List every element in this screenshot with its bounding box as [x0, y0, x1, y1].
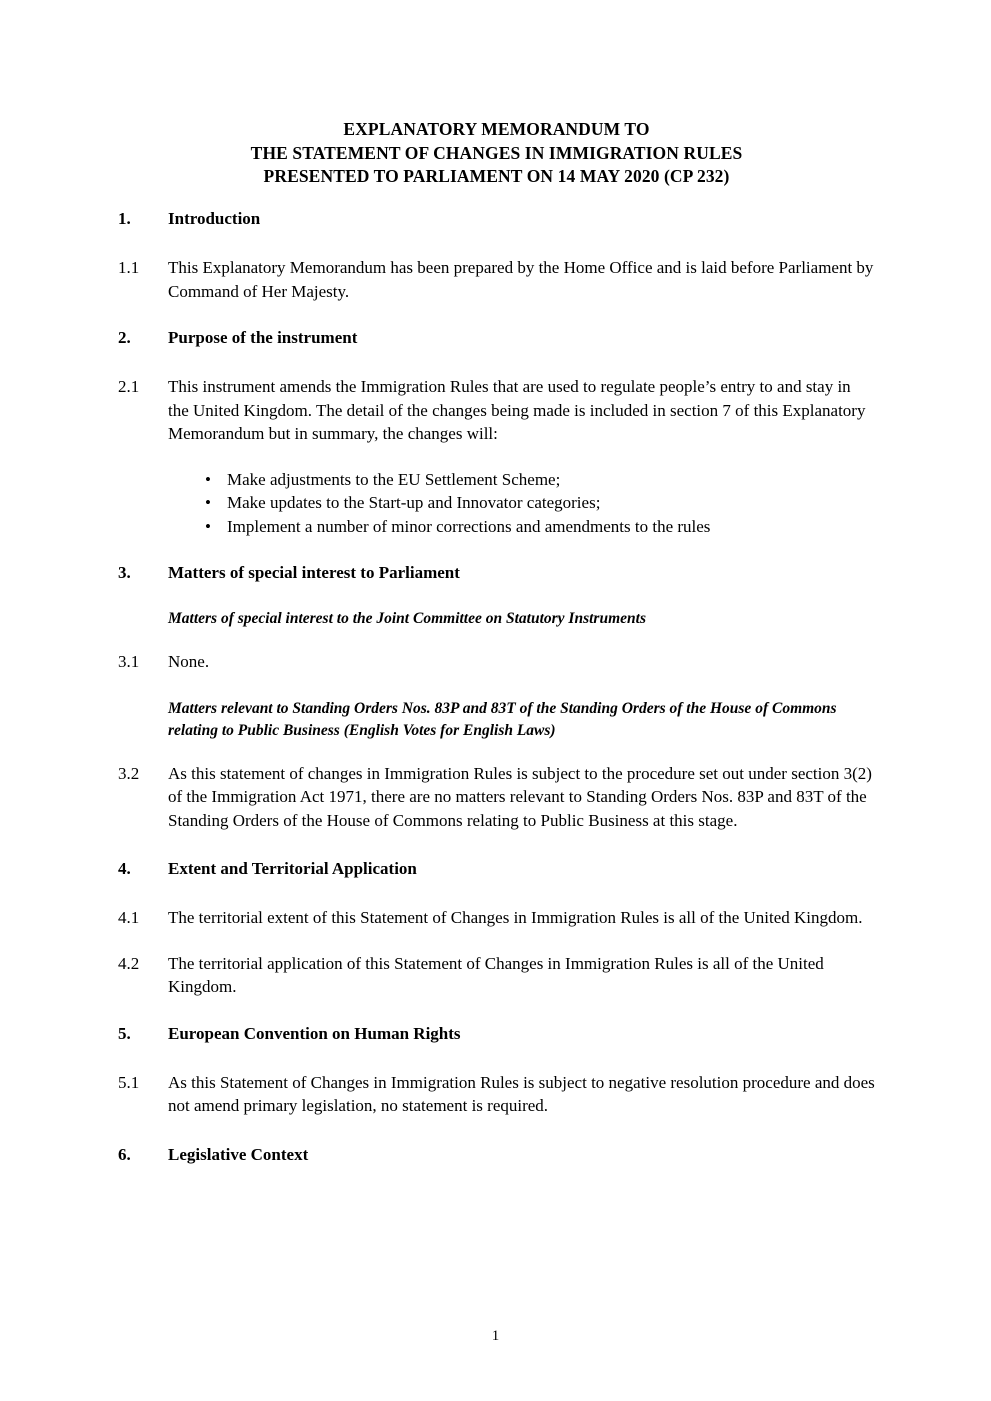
paragraph-3-1 — [118, 650, 875, 674]
paragraph-2-1 — [118, 375, 875, 446]
paragraph-number: 2.1 — [118, 377, 140, 396]
section-heading-legislative-context — [118, 1144, 875, 1166]
section-number: 5. — [118, 1023, 131, 1043]
section-title: Legislative Context — [168, 1144, 309, 1164]
section-heading-extent-and-territorial-application — [118, 858, 875, 880]
subheading-joint-committee-statutory-instruments: Matters of special interest to the Joint Committee on Statutory Instruments — [168, 610, 646, 627]
paragraph-number: 1.1 — [118, 258, 140, 277]
summary-bullet-list — [118, 468, 875, 539]
paragraph-text: As this Statement of Changes in Immigration Rules is subject to negative resolution procedure and does not amend primary legislation, no statement is required. — [168, 1072, 875, 1115]
paragraph-text: The territorial extent of this Statement of Changes in Immigration Rules is all of the United Kingdom. — [168, 908, 863, 927]
page-number: 1 — [491, 1328, 500, 1344]
bullet-icon: • — [205, 516, 211, 536]
bullet-icon: • — [205, 469, 211, 489]
section-number: 3. — [118, 563, 131, 582]
paragraph-text: None. — [168, 652, 210, 671]
paragraph-text: This Explanatory Memorandum has been prepared by the Home Office and is laid before Parliament by Command of Her Majesty. — [168, 258, 874, 301]
paragraph-text: The territorial application of this Statement of Changes in Immigration Rules is all of the United Kingdom. — [168, 953, 824, 996]
document-title — [118, 118, 875, 189]
document-body — [118, 208, 875, 1166]
section-heading-european-convention-on-human-rights — [118, 1023, 875, 1045]
section-title: European Convention on Human Rights — [168, 1023, 461, 1043]
section-title: Purpose of the instrument — [168, 328, 358, 347]
document-title-line-2: THE STATEMENT OF CHANGES IN IMMIGRATION RULES — [250, 142, 743, 163]
bullet-icon: • — [205, 493, 211, 512]
paragraph-text: This instrument amends the Immigration Rules that are used to regulate people’s entry to and stay in the United Kingdom. The detail of the changes being made is included in section 7 of this Explanatory Memorandum but in summary, the changes will: — [168, 377, 866, 443]
list-item — [118, 515, 875, 539]
section-title: Matters of special interest to Parliament — [168, 563, 460, 582]
list-item-label: Make adjustments to the EU Settlement Scheme; — [227, 469, 561, 489]
paragraph-number: 5.1 — [118, 1072, 140, 1092]
section-heading-purpose-of-the-instrument — [118, 327, 875, 349]
document-title-line-3: PRESENTED TO PARLIAMENT ON 14 MAY 2020 (CP 232) — [263, 166, 730, 186]
section-heading-introduction — [118, 208, 875, 230]
section-number: 6. — [118, 1144, 131, 1164]
list-item-label: Implement a number of minor corrections and amendments to the rules — [227, 516, 711, 536]
paragraph-text: As this statement of changes in Immigration Rules is subject to the procedure set out under section 3(2) of the Immigration Act 1971, there are no matters relevant to Standing Orders Nos. 83P and 83T of the Standing Orders of the House of Commons relating to Public Business at this stage. — [168, 763, 872, 830]
section-title: Introduction — [168, 209, 261, 228]
list-item-label: Make updates to the Start-up and Innovator categories; — [227, 493, 601, 512]
paragraph-4-2 — [118, 952, 875, 999]
section-heading-matters-of-special-interest-to-parliament — [118, 562, 875, 584]
section-title: Extent and Territorial Application — [168, 859, 417, 878]
document-title-line-1: EXPLANATORY MEMORANDUM TO — [343, 119, 650, 139]
paragraph-5-1 — [118, 1071, 875, 1118]
section-number: 2. — [118, 328, 131, 347]
subheading-standing-orders-english-votes-for-english-laws: Matters relevant to Standing Orders Nos. 83P and 83T of the Standing Orders of the House of Commons relating to Public Business (English Votes for English Laws) — [168, 699, 837, 739]
section-number: 4. — [118, 859, 131, 878]
list-item — [118, 491, 875, 515]
paragraph-number: 3.2 — [118, 763, 140, 783]
paragraph-4-1 — [118, 906, 875, 930]
section-number: 1. — [118, 209, 131, 228]
paragraph-number: 4.1 — [118, 908, 140, 927]
paragraph-number: 4.2 — [118, 953, 140, 973]
paragraph-3-2 — [118, 762, 875, 833]
paragraph-1-1 — [118, 256, 875, 303]
list-item — [118, 468, 875, 492]
paragraph-number: 3.1 — [118, 652, 140, 671]
